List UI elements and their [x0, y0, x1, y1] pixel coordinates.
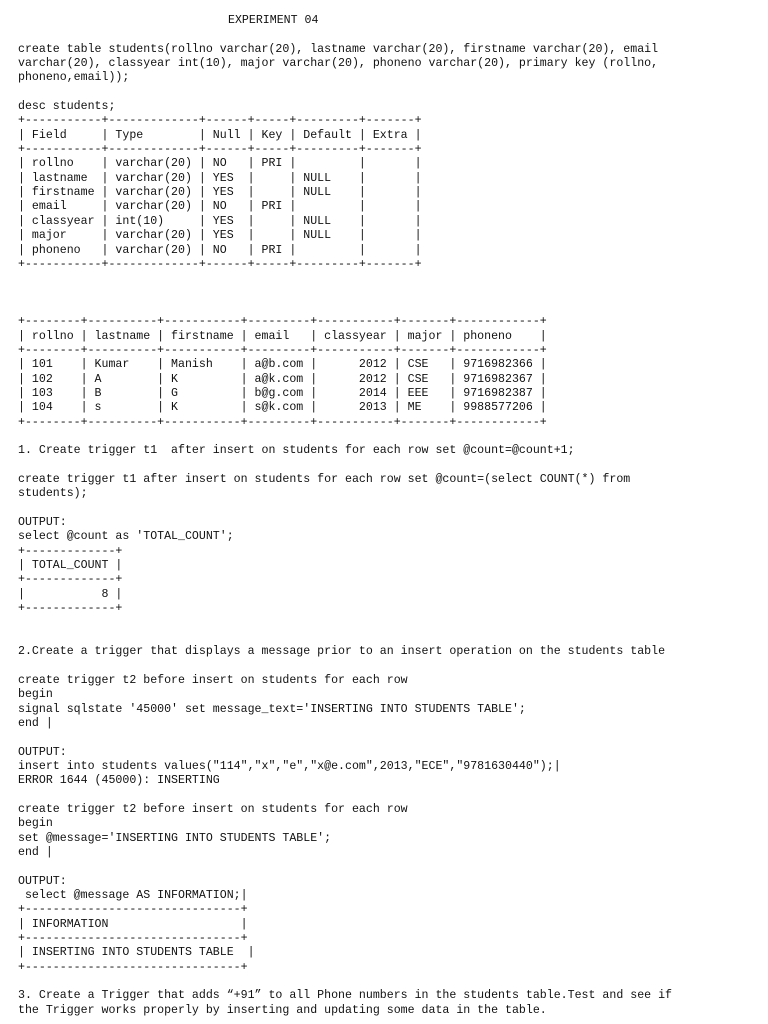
spacer	[18, 86, 758, 100]
insert-error-output: insert into students values("114","x","e","x@e.com",2013,"ECE","9781630440");| ERROR 1644 (45000): INSERTING	[18, 759, 561, 788]
question-2-heading: 2.Create a trigger that displays a message prior to an insert operation on the students table	[18, 645, 666, 659]
create-table-statement: create table students(rollno varchar(20), lastname varchar(20), firstname varchar(20), email varchar(20), classyear int(10), major varchar(20), phoneno varchar(20), primary key (rollno, phoneno,email));	[18, 42, 659, 85]
spacer	[18, 28, 758, 42]
spacer	[18, 975, 758, 989]
spacer	[18, 631, 758, 645]
output-label: OUTPUT:	[18, 745, 67, 759]
trigger-t2-message-statement: create trigger t2 before insert on students for each row begin set @message='INSERTING INTO STUDENTS TABLE'; end |	[18, 802, 408, 859]
document-title: EXPERIMENT 04	[228, 14, 319, 27]
information-table: +-------------------------------+ | INFORMATION | +-------------------------------+ | INSERTING INTO STUDENTS TABLE | +-------------------------------+	[18, 903, 255, 974]
spacer	[18, 287, 758, 301]
spacer	[18, 659, 758, 673]
spacer	[18, 459, 758, 473]
select-message-statement: select @message AS INFORMATION;|	[18, 888, 248, 902]
spacer	[18, 731, 758, 745]
desc-command: desc students;	[18, 100, 116, 114]
spacer	[18, 272, 758, 286]
spacer	[18, 789, 758, 803]
desc-students-table: +-----------+-------------+------+-----+---------+-------+ | Field | Type | Null | Key | Default | Extra | +-----------+-------------+------+-----+---------+-------+ | rollno | varchar(20) | NO | PRI | | | | lastname | varchar(20) | YES | | NULL | | | firstname | varchar(20) | YES | | NULL | | | email | varchar(20) | NO | PRI | | | | classyear | int(10) | YES | | NULL | | | major | varchar(20) | YES | | NULL | | | phoneno | varchar(20) | NO | PRI | | | +-----------+-------------+------+-----+---------+-------+	[18, 114, 422, 271]
students-data-table: +--------+----------+-----------+---------+-----------+-------+------------+ | rollno | lastname | firstname | email | classyear | major | phoneno | +--------+----------+-----------+---------+-----------+-------+------------+ | 101 | Kumar | Manish | a@b.com | 2012 | CSE | 9716982366 | | 102 | A | K | a@k.com | 2012 | CSE | 9716982367 | | 103 | B | G | b@g.com | 2014 | EEE | 9716982387 | | 104 | s | K | s@k.com | 2013 | ME | 9988577206 | +--------+----------+-----------+---------+-----------+-------+------------+	[18, 315, 547, 429]
output-label: OUTPUT:	[18, 874, 67, 888]
spacer	[18, 860, 758, 874]
document-page	[18, 14, 758, 1018]
spacer	[18, 430, 758, 444]
spacer	[18, 502, 758, 516]
total-count-table: +-------------+ | TOTAL_COUNT | +-------------+ | 8 | +-------------+	[18, 544, 123, 616]
output-label: OUTPUT:	[18, 516, 67, 530]
question-1-heading: 1. Create trigger t1 after insert on students for each row set @count=@count+1;	[18, 444, 575, 458]
trigger-t1-statement: create trigger t1 after insert on students for each row set @count=(select COUNT(*) from students);	[18, 473, 631, 501]
select-count-statement: select @count as 'TOTAL_COUNT';	[18, 530, 234, 544]
spacer	[18, 616, 758, 630]
question-3-heading: 3. Create a Trigger that adds “+91” to all Phone numbers in the students table.Test and see if the Trigger works properly by inserting and updating some data in the table.	[18, 989, 672, 1017]
trigger-t2-signal-statement: create trigger t2 before insert on students for each row begin signal sqlstate '45000' set message_text='INSERTING INTO STUDENTS TABLE'; end |	[18, 673, 526, 730]
spacer	[18, 301, 758, 315]
